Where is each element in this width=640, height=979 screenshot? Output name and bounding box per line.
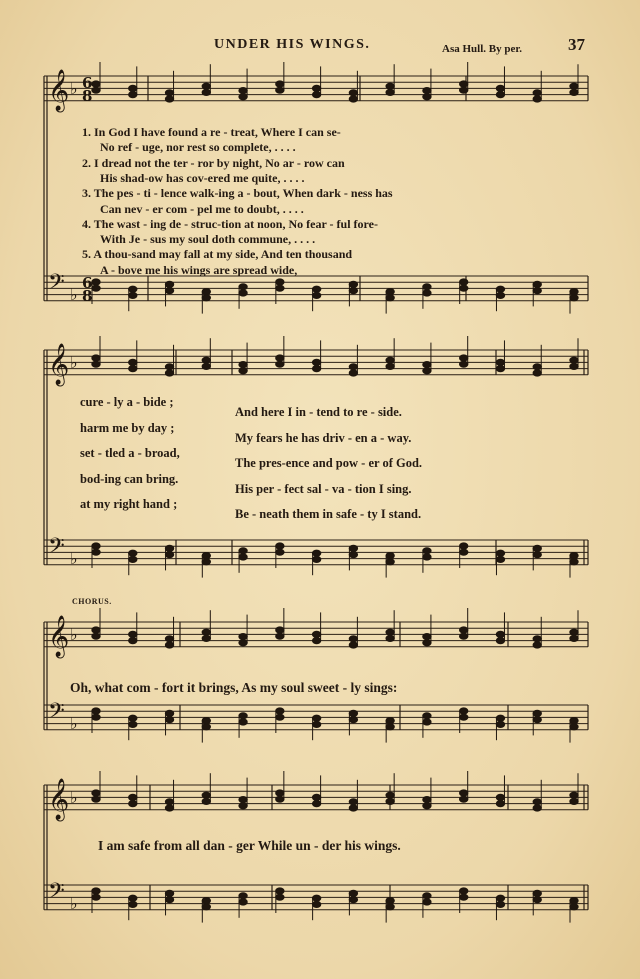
note-head <box>276 81 284 87</box>
note-head <box>129 85 137 91</box>
note-head <box>423 290 431 296</box>
note-head <box>129 631 137 637</box>
note-head <box>202 904 210 910</box>
note-head <box>533 897 541 903</box>
note-head <box>386 83 394 89</box>
note-head <box>92 355 100 361</box>
note-head <box>423 284 431 290</box>
note-head <box>165 710 173 716</box>
note-head <box>349 90 357 96</box>
note-head <box>349 545 357 551</box>
note-head <box>129 366 137 372</box>
note-head <box>92 81 100 87</box>
note-head <box>165 890 173 896</box>
flat-icon: ♭ <box>70 788 78 807</box>
note-head <box>202 559 210 565</box>
note-head <box>496 895 504 901</box>
note-head <box>165 717 173 723</box>
note-head <box>276 627 284 633</box>
note-head <box>496 85 504 91</box>
note-head <box>570 89 578 95</box>
note-head <box>423 797 431 803</box>
lyric-line: 1. In God I have found a re - treat, Where I can se- <box>82 125 341 139</box>
note-head <box>459 543 467 549</box>
note-head <box>92 633 100 639</box>
note-head <box>312 638 320 644</box>
note-head <box>533 90 541 96</box>
note-head <box>423 713 431 719</box>
note-head <box>92 708 100 714</box>
note-head <box>349 805 357 811</box>
lyric-line: And here I in - tend to re - side. <box>235 405 402 419</box>
note-head <box>570 289 578 295</box>
note-head <box>459 285 467 291</box>
note-head <box>312 366 320 372</box>
note-head <box>276 285 284 291</box>
bass-clef-icon: 𝄢 <box>48 534 65 564</box>
note-head <box>129 92 137 98</box>
note-head <box>129 721 137 727</box>
note-head <box>459 81 467 87</box>
note-head <box>202 898 210 904</box>
note-head <box>202 83 210 89</box>
treble-clef-icon: 𝄞 <box>48 779 70 820</box>
note-head <box>386 289 394 295</box>
note-head <box>570 357 578 363</box>
final-lyrics: I am safe from all dan - ger While un - der his wings. <box>98 838 401 853</box>
note-head <box>533 710 541 716</box>
note-head <box>239 899 247 905</box>
note-head <box>386 635 394 641</box>
note-head <box>92 790 100 796</box>
time-signature-top: 6 <box>82 274 93 292</box>
note-head <box>202 89 210 95</box>
note-head <box>349 642 357 648</box>
note-head <box>239 290 247 296</box>
note-head <box>202 357 210 363</box>
note-head <box>312 721 320 727</box>
note-head <box>423 899 431 905</box>
note-head <box>92 361 100 367</box>
lyric-line: Be - neath them in safe - ty I stand. <box>235 507 422 522</box>
note-head <box>312 286 320 292</box>
bass-clef-icon: 𝄢 <box>48 879 65 909</box>
note-head <box>92 627 100 633</box>
note-head <box>239 548 247 554</box>
note-head <box>276 888 284 894</box>
flat-icon: ♭ <box>70 79 78 98</box>
note-head <box>202 363 210 369</box>
note-head <box>533 636 541 642</box>
lyric-line: His per - fect sal - va - tion I sing. <box>235 481 412 496</box>
note-head <box>202 724 210 730</box>
note-head <box>423 554 431 560</box>
note-head <box>312 631 320 637</box>
note-head <box>165 90 173 96</box>
note-head <box>276 549 284 555</box>
note-head <box>533 717 541 723</box>
note-head <box>533 799 541 805</box>
note-head <box>129 286 137 292</box>
note-head <box>276 894 284 900</box>
note-head <box>165 281 173 287</box>
note-head <box>496 794 504 800</box>
lyric-line: The pres-ence and pow - er of God. <box>235 456 423 471</box>
note-head <box>312 85 320 91</box>
note-head <box>129 715 137 721</box>
note-head <box>312 715 320 721</box>
note-head <box>496 721 504 727</box>
note-head <box>496 556 504 562</box>
note-head <box>239 893 247 899</box>
note-head <box>459 790 467 796</box>
note-head <box>459 708 467 714</box>
note-head <box>202 553 210 559</box>
treble-clef-icon: 𝄞 <box>48 616 70 657</box>
lyric-line: A - bove me his wings are spread wide, <box>100 262 298 277</box>
note-head <box>533 552 541 558</box>
lyric-line: 4. The wast - ing de - struc-tion at noon, No fear - ful fore- <box>82 216 378 231</box>
note-head <box>533 805 541 811</box>
note-head <box>570 629 578 635</box>
note-head <box>570 559 578 565</box>
note-head <box>129 901 137 907</box>
note-head <box>349 890 357 896</box>
flat-icon: ♭ <box>70 894 78 913</box>
note-head <box>129 801 137 807</box>
note-head <box>202 629 210 635</box>
composer-credit: Asa Hull. By per. <box>442 43 522 55</box>
note-head <box>386 363 394 369</box>
note-head <box>312 359 320 365</box>
note-head <box>459 549 467 555</box>
note-head <box>92 279 100 285</box>
note-head <box>386 559 394 565</box>
note-head <box>496 715 504 721</box>
note-head <box>570 798 578 804</box>
note-head <box>423 94 431 100</box>
note-head <box>570 904 578 910</box>
note-head <box>459 87 467 93</box>
lyric-line: Can nev - er com - pel me to doubt, . . . . <box>100 201 304 216</box>
note-head <box>349 364 357 370</box>
note-head <box>165 805 173 811</box>
note-head <box>239 362 247 368</box>
note-head <box>276 714 284 720</box>
note-head <box>312 801 320 807</box>
note-head <box>496 901 504 907</box>
note-head <box>92 549 100 555</box>
note-head <box>570 718 578 724</box>
note-head <box>276 355 284 361</box>
lyric-line: With Je - sus my soul doth commune, . . . . <box>100 232 316 247</box>
time-signature-bottom: 8 <box>82 287 93 305</box>
note-head <box>276 361 284 367</box>
note-head <box>312 92 320 98</box>
note-head <box>129 794 137 800</box>
note-head <box>312 895 320 901</box>
note-head <box>496 550 504 556</box>
note-head <box>459 714 467 720</box>
note-head <box>239 284 247 290</box>
flat-icon: ♭ <box>70 625 78 644</box>
note-head <box>459 279 467 285</box>
note-head <box>533 642 541 648</box>
note-head <box>165 364 173 370</box>
note-head <box>533 370 541 376</box>
note-head <box>349 96 357 102</box>
note-head <box>459 627 467 633</box>
note-head <box>165 897 173 903</box>
note-head <box>423 368 431 374</box>
note-head <box>129 359 137 365</box>
note-head <box>349 288 357 294</box>
note-head <box>496 92 504 98</box>
note-head <box>386 553 394 559</box>
note-head <box>423 893 431 899</box>
note-head <box>533 545 541 551</box>
note-head <box>570 363 578 369</box>
note-head <box>496 631 504 637</box>
lyric-line: cure - ly a - bide ; <box>80 395 174 409</box>
note-head <box>312 794 320 800</box>
note-head <box>459 361 467 367</box>
note-head <box>349 799 357 805</box>
note-head <box>423 803 431 809</box>
note-head <box>202 718 210 724</box>
note-head <box>386 718 394 724</box>
note-head <box>349 710 357 716</box>
note-head <box>386 904 394 910</box>
note-head <box>386 898 394 904</box>
note-head <box>423 719 431 725</box>
note-head <box>276 796 284 802</box>
flat-icon: ♭ <box>70 714 78 733</box>
note-head <box>570 553 578 559</box>
note-head <box>386 798 394 804</box>
note-head <box>276 633 284 639</box>
lyric-line: His shad-ow has cov-ered me quite, . . . . <box>100 170 305 185</box>
note-head <box>165 288 173 294</box>
note-head <box>423 640 431 646</box>
note-head <box>496 286 504 292</box>
bass-clef-icon: 𝄢 <box>48 270 65 300</box>
time-signature-top: 6 <box>82 74 93 92</box>
note-head <box>92 888 100 894</box>
note-head <box>496 366 504 372</box>
note-head <box>202 635 210 641</box>
note-head <box>276 708 284 714</box>
note-head <box>312 556 320 562</box>
chorus-lyrics: Oh, what com - fort it brings, As my soul sweet - ly sings: <box>70 680 398 695</box>
note-head <box>165 642 173 648</box>
note-head <box>276 279 284 285</box>
note-head <box>92 87 100 93</box>
note-head <box>129 895 137 901</box>
note-head <box>570 898 578 904</box>
note-head <box>349 281 357 287</box>
note-head <box>239 88 247 94</box>
bass-clef-icon: 𝄢 <box>48 699 65 729</box>
lyric-line: harm me by day ; <box>80 420 175 435</box>
note-head <box>459 894 467 900</box>
note-head <box>349 636 357 642</box>
note-head <box>239 797 247 803</box>
note-head <box>459 796 467 802</box>
hymn-title: UNDER HIS WINGS. <box>214 37 371 52</box>
note-head <box>92 714 100 720</box>
note-head <box>129 556 137 562</box>
note-head <box>239 634 247 640</box>
note-head <box>496 359 504 365</box>
note-head <box>533 288 541 294</box>
note-head <box>533 890 541 896</box>
note-head <box>129 638 137 644</box>
note-head <box>459 633 467 639</box>
note-head <box>570 792 578 798</box>
note-head <box>92 796 100 802</box>
lyric-line: 3. The pes - ti - lence walk-ing a - bout, When dark - ness has <box>82 186 393 201</box>
note-head <box>276 543 284 549</box>
note-head <box>349 717 357 723</box>
note-head <box>202 792 210 798</box>
note-head <box>239 719 247 725</box>
lyric-line: at my right hand ; <box>80 497 178 512</box>
note-head <box>459 355 467 361</box>
note-head <box>312 550 320 556</box>
note-head <box>239 554 247 560</box>
lyric-line: No ref - uge, nor rest so complete, . . . . <box>100 140 296 155</box>
note-head <box>386 89 394 95</box>
note-head <box>202 798 210 804</box>
flat-icon: ♭ <box>70 353 78 372</box>
note-head <box>129 550 137 556</box>
note-head <box>386 295 394 301</box>
note-head <box>423 88 431 94</box>
note-head <box>570 724 578 730</box>
note-head <box>423 548 431 554</box>
note-head <box>423 362 431 368</box>
lyric-line: My fears he has driv - en a - way. <box>235 430 412 445</box>
note-head <box>496 292 504 298</box>
note-head <box>533 364 541 370</box>
note-head <box>239 94 247 100</box>
note-head <box>165 96 173 102</box>
note-head <box>459 888 467 894</box>
note-head <box>276 87 284 93</box>
note-head <box>349 370 357 376</box>
chorus-label: CHORUS. <box>72 597 112 606</box>
note-head <box>386 357 394 363</box>
note-head <box>276 790 284 796</box>
note-head <box>386 792 394 798</box>
note-head <box>533 281 541 287</box>
note-head <box>202 289 210 295</box>
lyric-line: 5. A thou-sand may fall at my side, And ten thousand <box>82 247 353 262</box>
flat-icon: ♭ <box>70 549 78 568</box>
note-head <box>386 629 394 635</box>
note-head <box>496 801 504 807</box>
note-head <box>570 295 578 301</box>
note-head <box>239 803 247 809</box>
note-head <box>312 292 320 298</box>
lyric-line: 2. I dread not the ter - ror by night, No ar - row can <box>82 155 345 170</box>
note-head <box>165 636 173 642</box>
note-head <box>239 640 247 646</box>
note-head <box>165 552 173 558</box>
lyric-line: set - tled a - broad, <box>80 446 180 461</box>
time-signature-bottom: 8 <box>82 87 93 105</box>
note-head <box>570 83 578 89</box>
treble-clef-icon: 𝄞 <box>48 70 70 111</box>
note-head <box>92 543 100 549</box>
note-head <box>92 285 100 291</box>
note-head <box>570 635 578 641</box>
note-head <box>386 724 394 730</box>
note-head <box>349 897 357 903</box>
note-head <box>533 96 541 102</box>
note-head <box>312 901 320 907</box>
note-head <box>129 292 137 298</box>
lyric-line: bod-ing can bring. <box>80 471 179 486</box>
note-head <box>165 370 173 376</box>
note-head <box>239 368 247 374</box>
note-head <box>496 638 504 644</box>
flat-icon: ♭ <box>70 285 78 304</box>
note-head <box>202 295 210 301</box>
note-head <box>349 552 357 558</box>
note-head <box>92 894 100 900</box>
note-head <box>423 634 431 640</box>
treble-clef-icon: 𝄞 <box>48 344 70 385</box>
note-head <box>165 799 173 805</box>
note-head <box>165 545 173 551</box>
page-number: 37 <box>568 35 585 54</box>
note-head <box>239 713 247 719</box>
